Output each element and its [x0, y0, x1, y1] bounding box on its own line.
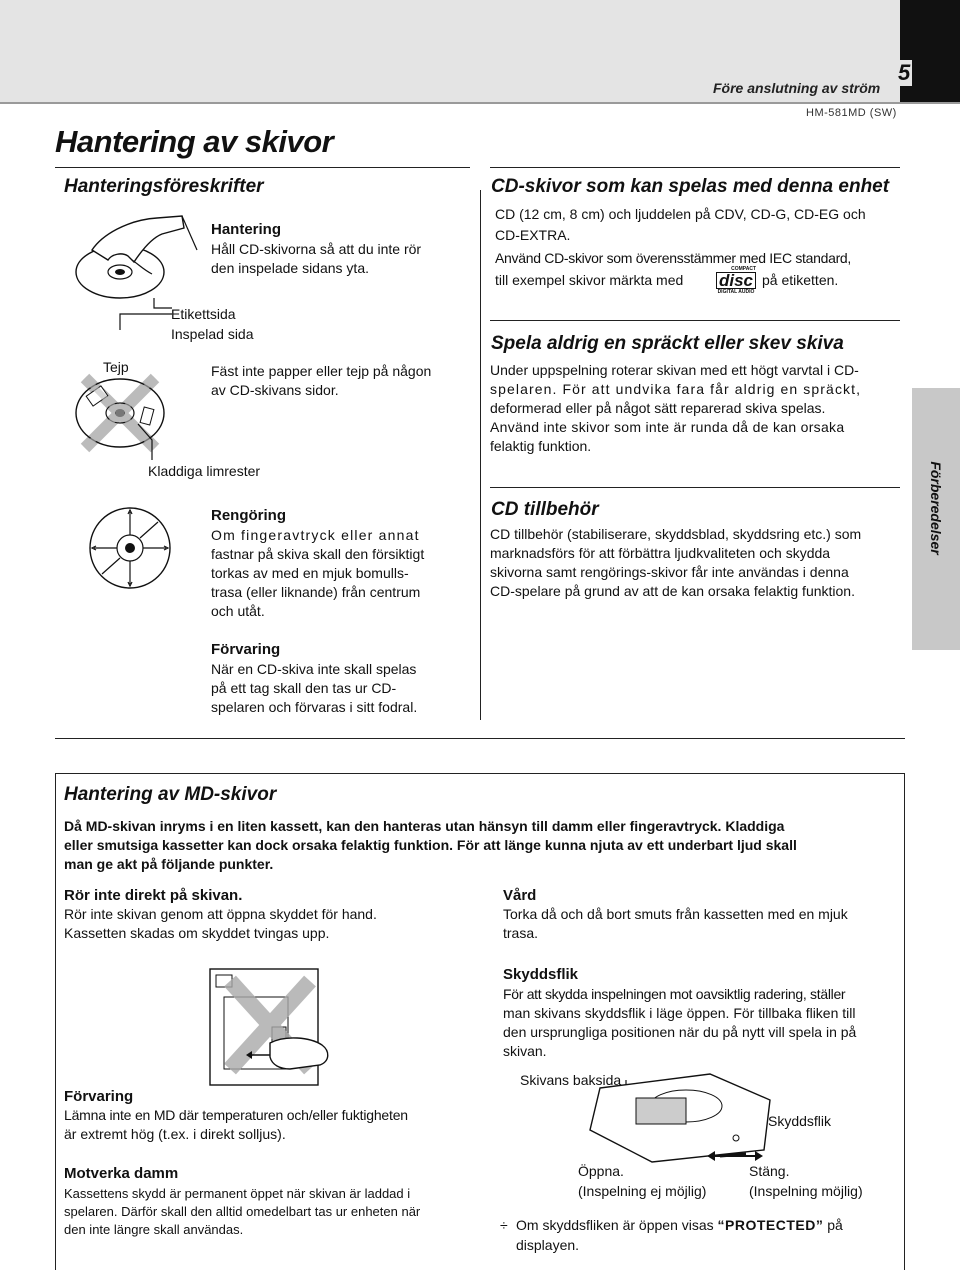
note-bullet: ÷ — [500, 1217, 508, 1233]
motverka-text: spelaren. Därför skall den alltid omedelbart tas ur enheten när — [64, 1204, 421, 1219]
hantering-text: den inspelade sidans yta. — [211, 260, 369, 276]
cracked-disc-text: spelaren. För att undvika fara får aldrig en spräckt, — [490, 381, 862, 397]
forvaring-text: När en CD-skiva inte skall spelas — [211, 661, 417, 677]
divider — [55, 167, 470, 168]
accessories-text: CD-spelare på grund av att de kan orsaka felaktig funktion. — [490, 583, 855, 599]
cracked-disc-heading: Spela aldrig en spräckt eller skev skiva — [491, 333, 844, 354]
column-divider — [480, 190, 481, 720]
divider — [490, 167, 900, 168]
rengoring-text: fastnar på skiva skall den försiktigt — [211, 546, 425, 562]
cd-text: på etiketten. — [762, 272, 839, 288]
divider — [490, 320, 900, 321]
page-number: 5 — [898, 60, 911, 85]
tape-warning-text: Fäst inte papper eller tejp på någon — [211, 363, 432, 379]
cd-text: Använd CD-skivor som överensstämmer med IEC standard, — [495, 250, 852, 266]
disc-logo-top: COMPACT — [731, 266, 756, 272]
ror-title: Rör inte direkt på skivan. — [64, 887, 243, 904]
label-skyddsflik: Skyddsflik — [768, 1113, 832, 1129]
note-text-c: på — [827, 1217, 843, 1233]
cd-heading: CD-skivor som kan spelas med denna enhet — [491, 176, 890, 197]
cracked-disc-text: felaktig funktion. — [490, 438, 592, 454]
ror-text: Rör inte skivan genom att öppna skyddet för hand. — [64, 906, 377, 922]
side-tab-label: Förberedelser — [928, 461, 944, 555]
motverka-text: den inte längre skall användas. — [64, 1222, 244, 1237]
divider — [55, 738, 905, 739]
accessories-heading: CD tillbehör — [491, 499, 599, 520]
note-text — [516, 1216, 843, 1235]
disc-logo-bottom: DIGITAL AUDIO — [717, 289, 755, 295]
cracked-disc-text: Under uppspelning roterar skivan med ett högt varvtal i CD- — [490, 362, 859, 378]
rengoring-text: torkas av med en mjuk bomulls- — [211, 565, 409, 581]
note-text-d: displayen. — [516, 1237, 580, 1253]
skyddsflik-text: skivan. — [503, 1043, 547, 1059]
label-inspelad-sida: Inspelad sida — [171, 326, 254, 342]
page-title: Hantering av skivor — [55, 124, 334, 159]
divider — [490, 487, 900, 488]
skyddsflik-text: den ursprungliga positionen när du på nytt vill spela in på — [503, 1024, 857, 1040]
rengoring-title: Rengöring — [211, 507, 286, 524]
model-number: HM-581MD (SW) — [806, 107, 897, 119]
forvaring-text: spelaren och förvaras i sitt fodral. — [211, 699, 418, 715]
label-skivans-baksida: Skivans baksida — [520, 1072, 622, 1088]
hand-cd-illustration — [72, 210, 202, 300]
skyddsflik-title: Skyddsflik — [503, 966, 579, 983]
oppna-sub: (Inspelning ej möjlig) — [578, 1183, 707, 1199]
rengoring-text: och utåt. — [211, 603, 265, 619]
section-header: Före anslutning av ström — [713, 80, 881, 96]
hantering-title: Hantering — [211, 221, 282, 238]
label-kladdiga-limrester: Kladdiga limrester — [148, 463, 261, 479]
label-etikettsida: Etikettsida — [171, 306, 236, 322]
skyddsflik-text: man skivans skyddsflik i läge öppen. För tillbaka fliken till — [503, 1005, 856, 1021]
label-tejp: Tejp — [103, 359, 129, 375]
rengoring-text: Om fingeravtryck eller annat — [211, 527, 420, 543]
label-pointer-line — [130, 420, 160, 462]
cd-text: till exempel skivor märkta med — [495, 272, 684, 288]
cracked-disc-text: deformerad eller på något sätt reparerad skiva spelas. — [490, 400, 826, 416]
rengoring-text: trasa (eller liknande) från centrum — [211, 584, 421, 600]
md-forvaring-text: är extremt hög (t.ex. i direkt solljus). — [64, 1126, 286, 1142]
md-intro: eller smutsiga kassetter kan dock orsaka felaktig funktion. För att länge kunna njuta av ett underbart ljud skall — [64, 837, 797, 853]
md-heading: Hantering av MD-skivor — [64, 784, 277, 805]
motverka-text: Kassettens skydd är permanent öppet när skivan är laddad i — [64, 1186, 411, 1201]
md-forvaring-title: Förvaring — [64, 1088, 134, 1105]
cd-text: CD-EXTRA. — [495, 227, 571, 243]
oppna-label: Öppna. — [578, 1163, 624, 1179]
forvaring-text: på ett tag skall den tas ur CD- — [211, 680, 397, 696]
cd-cleaning-illustration — [80, 500, 180, 600]
forvaring-title: Förvaring — [211, 641, 281, 658]
md-intro: man ge akt på följande punkter. — [64, 856, 274, 872]
disc-logo-mid: disc — [716, 272, 756, 289]
handling-heading: Hanteringsföreskrifter — [64, 176, 264, 197]
stang-sub: (Inspelning möjlig) — [749, 1183, 863, 1199]
cd-text: CD (12 cm, 8 cm) och ljuddelen på CDV, CD-G, CD-EG och — [495, 206, 866, 222]
md-intro: Då MD-skivan inryms i en liten kassett, kan den hanteras utan hänsyn till damm eller fingeravtryck. Kladdiga — [64, 818, 785, 834]
hantering-text: Håll CD-skivorna så att du inte rör — [211, 241, 422, 257]
compact-disc-logo — [716, 266, 756, 296]
accessories-text: CD tillbehör (stabiliserare, skyddsblad, skyddsring etc.) som — [490, 526, 862, 542]
skyddsflik-text: För att skydda inspelningen mot oavsiktlig radering, ställer — [503, 986, 846, 1002]
note-text-a: Om skyddsfliken är öppen visas — [516, 1217, 714, 1233]
md-forvaring-text: Lämna inte en MD där temperaturen och/eller fuktigheten — [64, 1107, 408, 1123]
label-pointer-lines — [110, 296, 180, 336]
accessories-text: marknadsförs för att förbättra ljudkvaliteten och skydda — [490, 545, 831, 561]
vard-text: Torka då och då bort smuts från kassetten med en mjuk — [503, 906, 848, 922]
vard-text: trasa. — [503, 925, 539, 941]
vard-title: Vård — [503, 887, 537, 904]
accessories-text: skivorna samt rengörings-skivor får inte användas i denna — [490, 564, 849, 580]
page-number-tab — [900, 0, 960, 102]
note-protected: “PROTECTED” — [717, 1217, 824, 1233]
tape-warning-text: av CD-skivans sidor. — [211, 382, 339, 398]
ror-text: Kassetten skadas om skyddet tvingas upp. — [64, 925, 330, 941]
md-shutter-illustration — [200, 965, 360, 1095]
stang-label: Stäng. — [749, 1163, 790, 1179]
cracked-disc-text: Använd inte skivor som inte är runda då de kan orsaka — [490, 419, 845, 435]
header-rule — [0, 102, 960, 104]
motverka-title: Motverka damm — [64, 1165, 179, 1182]
